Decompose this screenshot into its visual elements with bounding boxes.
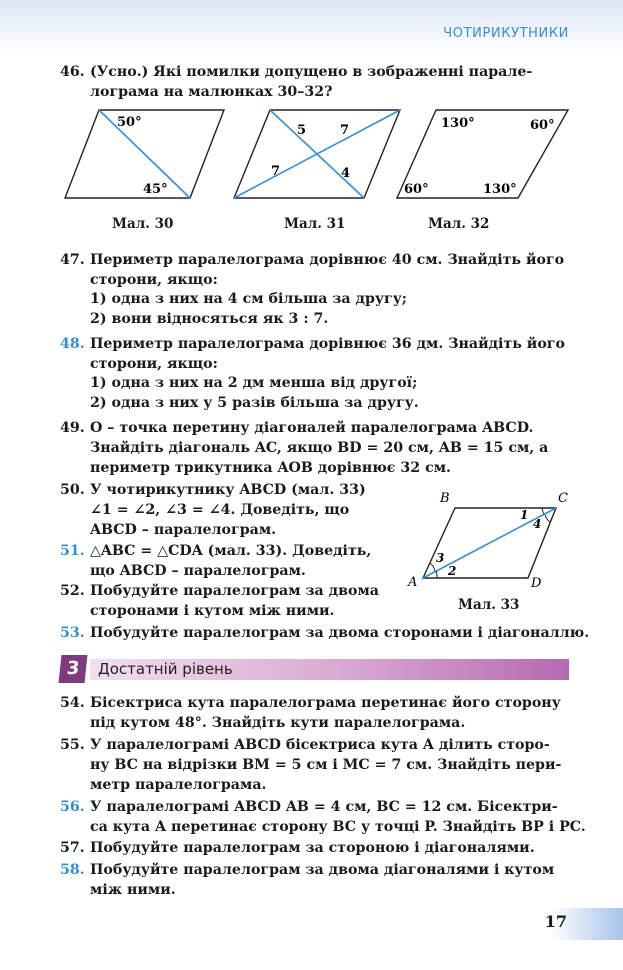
figure-31 — [234, 110, 400, 198]
figure-33 — [400, 486, 570, 596]
fig30-caption: Мал. 30 — [112, 216, 174, 232]
exercise-text: ∠1 = ∠2, ∠3 = ∠4. Доведіть, що — [90, 502, 350, 518]
fig31-seg-br: 4 — [341, 166, 351, 181]
exercise-text: У паралелограмі ABCD бісектриса кута A ділить сторо- — [90, 737, 550, 753]
exercise-text: Побудуйте паралелограм за двома — [90, 583, 379, 599]
exercise-text: △ABC = △CDA (мал. 33). Доведіть, — [90, 543, 372, 559]
exercise-58 — [60, 860, 554, 900]
exercise-57 — [60, 838, 535, 858]
fig33-angle-3: 3 — [436, 551, 445, 565]
exercise-text: Побудуйте паралелограм за стороною і діагоналями. — [90, 840, 535, 856]
exercise-46 — [60, 62, 532, 102]
exercise-text: Знайдіть діагональ AC, якщо BD = 20 см, AB = 15 см, а — [90, 440, 549, 456]
exercise-47-item-2: 2) вони відносяться як 3 : 7. — [90, 311, 329, 327]
level-badge: 3 — [59, 655, 88, 683]
fig31-seg-tl: 5 — [297, 123, 307, 138]
exercise-text: O – точка перетину діагоналей паралелограма ABCD. — [90, 420, 534, 436]
fig32-caption: Мал. 32 — [428, 216, 490, 232]
exercise-text: що ABCD – паралелограм. — [90, 563, 306, 579]
exercise-52 — [60, 581, 379, 621]
figures-30-32 — [0, 100, 623, 210]
exercise-text: під кутом 48°. Знайдіть кути паралелограма. — [90, 715, 466, 731]
exercise-number: 48. — [60, 336, 85, 352]
exercise-text: ну BC на відрізки BM = 5 см і MC = 7 см. Знайдіть пери- — [90, 757, 562, 773]
exercise-text: Периметр паралелограма дорівнює 40 см. Знайдіть його — [90, 252, 565, 268]
fig31-caption: Мал. 31 — [284, 216, 346, 232]
exercise-53 — [60, 623, 589, 643]
exercise-47 — [60, 250, 564, 290]
exercise-number: 50. — [60, 482, 85, 498]
exercise-56 — [60, 797, 586, 837]
exercise-number: 52. — [60, 583, 85, 599]
exercise-number: 53. — [60, 625, 85, 641]
exercise-number: 57. — [60, 840, 85, 856]
fig33-angle-4: 4 — [533, 517, 542, 531]
fig33-label-a: A — [408, 575, 418, 590]
exercise-48-item-1: 1) одна з них на 2 дм менша від другої; — [90, 375, 418, 391]
fig30-angle-bottom: 45° — [143, 182, 168, 197]
fig30-angle-top: 50° — [117, 115, 142, 130]
page-number: 17 — [544, 912, 567, 931]
exercise-51 — [60, 541, 371, 581]
fig33-label-b: B — [440, 491, 450, 506]
exercise-text: сторонами і кутом між ними. — [90, 603, 335, 619]
fig31-seg-tr: 7 — [340, 123, 350, 138]
exercise-number: 58. — [60, 862, 85, 878]
fig33-label-d: D — [531, 576, 542, 591]
fig33-angle-2: 2 — [448, 564, 457, 578]
exercise-text: периметр трикутника AOB дорівнює 32 см. — [90, 460, 451, 476]
fig32-angle-tr: 60° — [530, 118, 555, 133]
exercise-text: сторони, якщо: — [90, 272, 218, 288]
level-title: Достатній рівень — [98, 660, 233, 678]
exercise-number: 54. — [60, 695, 85, 711]
exercise-50 — [60, 480, 366, 540]
exercise-text: Побудуйте паралелограм за двома діагоналями і кутом — [90, 862, 555, 878]
exercise-number: 49. — [60, 420, 85, 436]
exercise-text: ABCD – паралелограм. — [90, 522, 277, 538]
fig32-angle-bl: 60° — [404, 182, 429, 197]
exercise-text: сторони, якщо: — [90, 356, 218, 372]
exercise-text: Бісектриса кута паралелограма перетинає його сторону — [90, 695, 561, 711]
exercise-54 — [60, 693, 561, 733]
exercise-48 — [60, 334, 565, 374]
fig33-label-c: C — [558, 491, 568, 506]
exercise-text: Периметр паралелограма дорівнює 36 дм. Знайдіть його — [90, 336, 565, 352]
fig32-angle-br: 130° — [483, 182, 517, 197]
exercise-49 — [60, 418, 548, 478]
fig31-seg-bl: 7 — [271, 164, 281, 179]
exercise-text: У паралелограмі ABCD AB = 4 см, BC = 12 см. Бісектри- — [90, 799, 558, 815]
exercise-text: Побудуйте паралелограм за двома сторонами і діагоналлю. — [90, 625, 590, 641]
exercise-number: 55. — [60, 737, 85, 753]
exercise-text: лограма на малюнках 30–32? — [90, 84, 333, 100]
exercise-number: 56. — [60, 799, 85, 815]
exercise-text: метр паралелограма. — [90, 777, 267, 793]
fig33-caption: Мал. 33 — [458, 597, 520, 613]
exercise-number: 46. — [60, 64, 85, 80]
exercise-47-item-1: 1) одна з них на 4 см більша за другу; — [90, 291, 408, 307]
fig33-angle-1: 1 — [520, 508, 529, 522]
section-title: ЧОТИРИКУТНИКИ — [443, 26, 569, 41]
exercise-number: 51. — [60, 543, 85, 559]
exercise-55 — [60, 735, 561, 795]
exercise-text: (Усно.) Які помилки допущено в зображенні парале- — [90, 64, 533, 80]
exercise-48-item-2: 2) одна з них у 5 разів більша за другу. — [90, 395, 419, 411]
exercise-text: У чотирикутнику ABCD (мал. 33) — [90, 482, 366, 498]
exercise-text: між ними. — [90, 882, 176, 898]
fig32-angle-tl: 130° — [441, 116, 475, 131]
exercise-number: 47. — [60, 252, 85, 268]
exercise-text: са кута A перетинає сторону BC у точці P. Знайдіть BP і PC. — [90, 819, 586, 835]
